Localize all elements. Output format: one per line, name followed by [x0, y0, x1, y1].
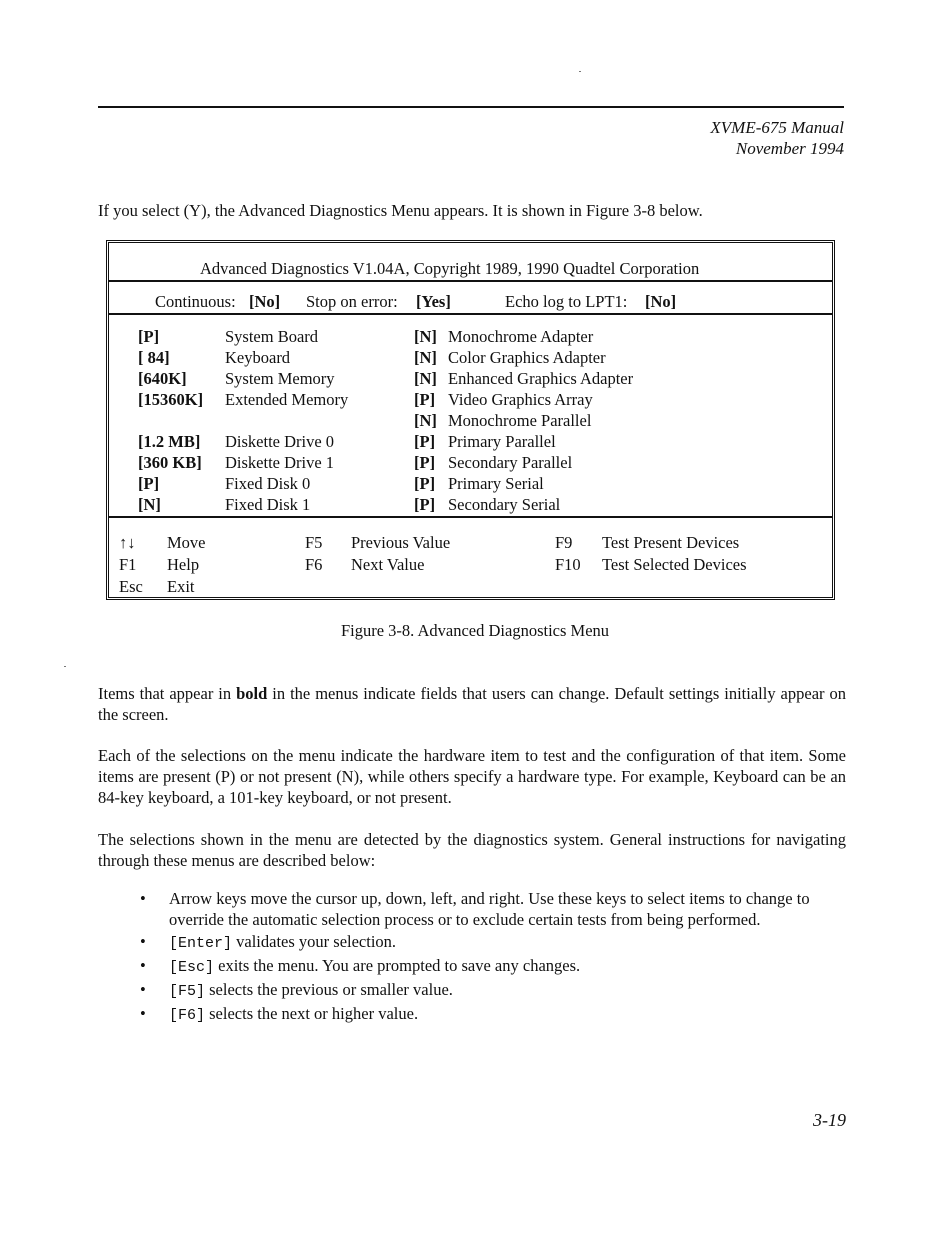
navigation-bullet-list	[140, 888, 850, 1026]
system-board-label: System Board	[225, 327, 319, 346]
list-item: • [Esc] exits the menu. You are prompted to save any changes.	[140, 956, 581, 976]
echo-log-value[interactable]: [No]	[645, 292, 677, 311]
arrow-keys-icon: ↑↓	[119, 533, 136, 552]
page-number: 3-19	[813, 1110, 846, 1130]
enhanced-graphics-adapter-value[interactable]: [N]	[414, 369, 437, 388]
list-item: • [F5] selects the previous or smaller value.	[140, 980, 453, 1000]
key-f9: F9	[555, 533, 573, 552]
key-test-selected-label: Test Selected Devices	[602, 555, 747, 574]
secondary-serial-value[interactable]: [P]	[414, 495, 436, 514]
esc-key-code: [Esc]	[169, 959, 215, 976]
list-item: • Arrow keys move the cursor up, down, left, and right. Use these keys to select items to change to override the automatic selection process or to exclude certain tests from being performed.	[140, 889, 810, 929]
primary-serial-value[interactable]: [P]	[414, 474, 436, 493]
scan-speck	[64, 666, 66, 667]
f5-key-code: [F5]	[169, 983, 206, 1000]
key-f6: F6	[305, 555, 323, 574]
manual-date: November 1994	[735, 139, 844, 158]
monochrome-parallel-value[interactable]: [N]	[414, 411, 437, 430]
bold-word: bold	[236, 684, 268, 703]
key-exit-label: Exit	[167, 577, 195, 596]
key-help-label: Help	[167, 555, 200, 574]
keyboard-value[interactable]: [ 84]	[138, 348, 170, 367]
header-rule	[98, 106, 844, 108]
monochrome-adapter-value[interactable]: [N]	[414, 327, 437, 346]
fixed-disk-0-label: Fixed Disk 0	[225, 474, 311, 493]
f6-key-code: [F6]	[169, 1007, 206, 1024]
list-item: • [Enter] validates your selection.	[140, 932, 397, 952]
diagnostics-menu	[106, 240, 835, 600]
video-graphics-array-label: Video Graphics Array	[448, 390, 593, 409]
intro-text: If you select (Y), the Advanced Diagnostics Menu appears. It is shown in Figure 3-8 below.	[98, 201, 703, 220]
secondary-parallel-value[interactable]: [P]	[414, 453, 436, 472]
extended-memory-value[interactable]: [15360K]	[138, 390, 204, 409]
video-graphics-array-value[interactable]: [P]	[414, 390, 436, 409]
extended-memory-label: Extended Memory	[225, 390, 349, 409]
list-item: • [F6] selects the next or higher value.	[140, 1004, 419, 1024]
bullet-icon: •	[140, 980, 146, 999]
system-memory-value[interactable]: [640K]	[138, 369, 187, 388]
fixed-disk-1-value[interactable]: [N]	[138, 495, 161, 514]
bullet-icon: •	[140, 932, 146, 951]
fixed-disk-0-value[interactable]: [P]	[138, 474, 160, 493]
secondary-parallel-label: Secondary Parallel	[448, 453, 573, 472]
key-esc: Esc	[119, 577, 143, 596]
system-memory-label: System Memory	[225, 369, 335, 388]
color-graphics-adapter-label: Color Graphics Adapter	[448, 348, 606, 367]
menu-divider	[109, 280, 832, 282]
key-f10: F10	[555, 555, 581, 574]
secondary-serial-label: Secondary Serial	[448, 495, 561, 514]
menu-divider	[109, 516, 832, 518]
diskette-drive-0-value[interactable]: [1.2 MB]	[138, 432, 201, 451]
primary-parallel-label: Primary Parallel	[448, 432, 556, 451]
system-board-value[interactable]: [P]	[138, 327, 160, 346]
color-graphics-adapter-value[interactable]: [N]	[414, 348, 437, 367]
key-move-label: Move	[167, 533, 206, 552]
echo-log-label: Echo log to LPT1:	[505, 292, 628, 311]
key-test-present-label: Test Present Devices	[602, 533, 740, 552]
diskette-drive-0-label: Diskette Drive 0	[225, 432, 335, 451]
bullet-icon: •	[140, 1004, 146, 1023]
enter-key-code: [Enter]	[169, 935, 233, 952]
stop-on-error-label: Stop on error:	[306, 292, 398, 311]
key-f5: F5	[305, 533, 323, 552]
figure-caption: Figure 3-8. Advanced Diagnostics Menu	[340, 621, 610, 640]
paragraph-selections: Each of the selections on the menu indicate the hardware item to test and the configuration of that item. Some items are present (P) or not present (N), while others specify a hardware type. For example, Keyboard can be an 84-key keyboard, a 101-key keyboard, or not present.	[98, 746, 846, 807]
paragraph-bold-fields: Items that appear in bold in the menus indicate fields that users can change. Default settings initially appear on the screen.	[98, 684, 846, 724]
bullet-icon: •	[140, 889, 146, 908]
primary-serial-label: Primary Serial	[448, 474, 544, 493]
key-next-value-label: Next Value	[351, 555, 425, 574]
diskette-drive-1-label: Diskette Drive 1	[225, 453, 335, 472]
key-f1: F1	[119, 555, 137, 574]
key-previous-value-label: Previous Value	[351, 533, 451, 552]
keyboard-label: Keyboard	[225, 348, 291, 367]
manual-title: XVME-675 Manual	[710, 118, 844, 137]
monochrome-parallel-label: Monochrome Parallel	[448, 411, 592, 430]
continuous-label: Continuous:	[155, 292, 236, 311]
stop-on-error-value[interactable]: [Yes]	[416, 292, 451, 311]
primary-parallel-value[interactable]: [P]	[414, 432, 436, 451]
diskette-drive-1-value[interactable]: [360 KB]	[138, 453, 202, 472]
menu-divider	[109, 313, 832, 315]
enhanced-graphics-adapter-label: Enhanced Graphics Adapter	[448, 369, 634, 388]
fixed-disk-1-label: Fixed Disk 1	[225, 495, 311, 514]
paragraph-navigation: The selections shown in the menu are detected by the diagnostics system. General instructions for navigating through these menus are described below:	[98, 830, 846, 870]
monochrome-adapter-label: Monochrome Adapter	[448, 327, 594, 346]
scan-speck	[579, 71, 581, 72]
bullet-icon: •	[140, 956, 146, 975]
continuous-value[interactable]: [No]	[249, 292, 281, 311]
menu-title: Advanced Diagnostics V1.04A, Copyright 1989, 1990 Quadtel Corporation	[200, 259, 700, 278]
